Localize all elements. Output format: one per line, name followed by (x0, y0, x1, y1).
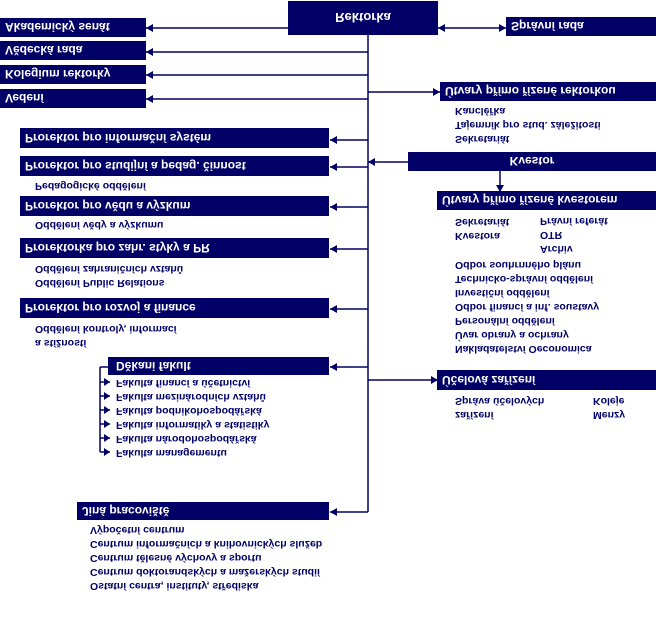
other-unit-5: Výpočetní centrum (90, 524, 185, 536)
other-unit-3: Centrum tělesné výchovy a sportu (90, 552, 262, 564)
special-item-1: zařízení (455, 409, 494, 421)
bursar-unit-5: Investiční oddělení (455, 287, 550, 299)
bursar-right-2: OTR (540, 229, 563, 241)
vice-rector-study-box: Prorektor pro studijní a pedag. činnost (20, 156, 329, 176)
faculty-2: Fakulta národohospodářská (116, 433, 257, 445)
science-board-box: Vědecká rada (0, 41, 146, 60)
other-unit-2: Centrum doktorandských a mažerských studií (90, 566, 320, 578)
vice-rector-finance-box: Prorektor pro rozvoj a finance (20, 298, 329, 318)
bursar-unit-7: Odbor souhrnného plánu (455, 259, 581, 271)
faculty-1: Fakulta managementu (116, 447, 227, 459)
management-box: Vedení (0, 89, 146, 108)
rector-box: Rektorka (288, 1, 438, 35)
science-note-1: Oddělení vědy a výzkumu (35, 219, 164, 231)
other-unit-4: Centrum informačních a knihovnických služeb (90, 538, 323, 550)
special-item-2: Správa účelových (455, 395, 545, 407)
bursar-unit-2: Úvar obrany a ochrany (455, 329, 569, 341)
vice-rector-infosystem-box: Prorektor pro informační systém (20, 128, 329, 148)
bursar-right-3: Právní referát (540, 215, 608, 227)
rector-unit-3: Kancléřka (455, 105, 506, 117)
administrative-board-box: Správní rada (506, 17, 656, 36)
special-item-3: Menzy (593, 409, 626, 421)
collegium-box: Kolegium rektorky (0, 65, 146, 84)
bursar-left-2: Sekretariát (455, 216, 510, 228)
bursar-right-1: Archiv (540, 243, 573, 255)
finance-note-2: Oddělení kontroly, informací (35, 323, 177, 335)
academic-senate-box: Akademický senát (0, 18, 146, 37)
bursar-unit-3: Personální oddělení (455, 315, 555, 327)
foreign-note-2: Oddělení zahraničních vztahů (35, 263, 184, 275)
finance-note-1: a stížností (35, 337, 87, 349)
faculty-6: Fakulta financí a účetnictví (116, 377, 251, 389)
bursar-unit-6: Technicko-správní oddělení (455, 273, 594, 285)
faculty-5: Fakulta mezinárodních vztahů (116, 391, 266, 403)
bursar-unit-1: Nakladatelství Oeconomica (455, 343, 592, 355)
special-facilities-box: Účelová zařízení (437, 370, 656, 390)
other-unit-1: Ostatní centra, instituty, střediska (90, 580, 259, 592)
rector-unit-2: Tajemník pro stud. záležitosti (455, 119, 601, 131)
faculty-4: Fakulta podnikohospodářská (116, 405, 262, 417)
bursar-box: Kvestor (408, 152, 656, 171)
study-note-1: Pedagogické oddělení (35, 180, 146, 192)
vice-rector-foreign-box: Prorektorka pro zahr. styky a PR (20, 238, 329, 258)
special-item-4: Koleje (593, 395, 625, 407)
rector-departments-box: Útvary přímo řízené rektorkou (440, 82, 656, 101)
rector-unit-1: Sekretariát (455, 133, 510, 145)
bursar-left-1: Kvestora (455, 230, 500, 242)
deans-box: Děkani fakult (108, 357, 329, 375)
foreign-note-1: Oddělení Public Relations (35, 277, 165, 289)
bursar-unit-4: Odbor financí a inf. soustavy (455, 301, 600, 313)
vice-rector-science-box: Prorektor pro vědu a výzkum (20, 196, 329, 216)
other-workplaces-box: Jiná pracoviště (77, 502, 329, 520)
bursar-departments-box: Útvary přímo řízené kvestorem (437, 191, 656, 210)
faculty-3: Fakulta informatiky a statistiky (116, 419, 270, 431)
